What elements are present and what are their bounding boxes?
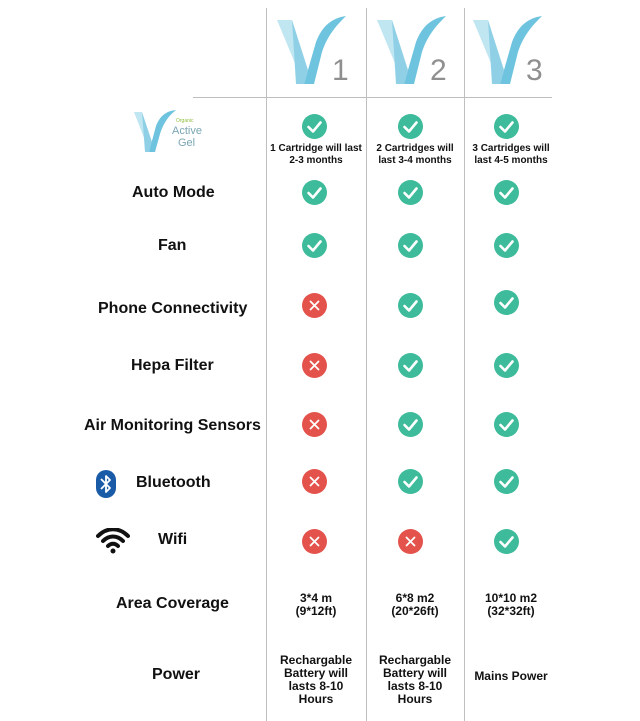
area-v3: [466, 592, 556, 618]
model-number: 3: [526, 54, 543, 87]
area-v2: [368, 592, 462, 618]
area-v1: [268, 592, 364, 618]
cross-icon: [302, 469, 327, 494]
column-divider: [266, 8, 267, 721]
area-v1-line2: (9*12ft): [295, 604, 337, 618]
check-icon: [494, 114, 519, 139]
check-icon: [398, 412, 423, 437]
check-icon: [494, 529, 519, 554]
active-gel-logo: [132, 108, 202, 156]
model-v3-logo: [468, 12, 558, 92]
check-icon: [302, 114, 327, 139]
row-label-phone-connectivity: Phone Connectivity: [98, 300, 248, 317]
cartridge-v3-text: 3 Cartridges will last 4-5 months: [472, 143, 550, 166]
row-label-hepa-filter: Hepa Filter: [131, 357, 214, 374]
brand-line2: Gel: [178, 137, 196, 149]
row-label-wifi: Wifi: [158, 531, 188, 548]
brand-small-text: Organic: [176, 118, 194, 124]
check-icon: [398, 233, 423, 258]
power-v2: Rechargable Battery will lasts 8-10 Hours: [378, 653, 452, 706]
area-v2-line2: (20*26ft): [391, 604, 439, 618]
check-icon: [398, 180, 423, 205]
check-icon: [398, 353, 423, 378]
cross-icon: [302, 412, 327, 437]
row-label-auto-mode: Auto Mode: [132, 184, 215, 201]
model-v2-logo: [372, 12, 462, 92]
check-icon: [398, 114, 423, 139]
header-divider: [193, 97, 552, 98]
row-label-power: Power: [152, 666, 201, 683]
row-label-bluetooth: Bluetooth: [136, 474, 211, 491]
cross-icon: [398, 529, 423, 554]
row-label-fan: Fan: [158, 237, 187, 254]
column-divider: [366, 8, 367, 721]
check-icon: [494, 412, 519, 437]
check-icon: [494, 469, 519, 494]
check-icon: [494, 353, 519, 378]
cross-icon: [302, 529, 327, 554]
check-icon: [494, 180, 519, 205]
power-v3: Mains Power: [474, 669, 548, 683]
model-number: 1: [332, 54, 349, 87]
column-divider: [464, 8, 465, 721]
cartridge-v2-text: 2 Cartridges will last 3-4 months: [376, 143, 454, 166]
model-v1-logo: [272, 12, 362, 92]
check-icon: [302, 180, 327, 205]
check-icon: [398, 469, 423, 494]
check-icon: [398, 293, 423, 318]
cross-icon: [302, 353, 327, 378]
area-v1-line1: 3*4 m: [299, 591, 333, 605]
brand-line1: Active: [172, 125, 202, 137]
check-icon: [494, 233, 519, 258]
check-icon: [494, 290, 519, 315]
cartridge-v1-text: 1 Cartridge will last 2-3 months: [270, 143, 362, 166]
area-v3-line1: 10*10 m2: [484, 591, 538, 605]
power-v1: Rechargable Battery will lasts 8-10 Hours: [279, 653, 353, 706]
model-number: 2: [430, 54, 447, 87]
area-v2-line1: 6*8 m2: [395, 591, 435, 605]
check-icon: [302, 233, 327, 258]
area-v3-line2: (32*32ft): [487, 604, 535, 618]
cross-icon: [302, 293, 327, 318]
row-label-area-coverage: Area Coverage: [116, 595, 229, 612]
row-label-air-monitoring: Air Monitoring Sensors: [84, 417, 261, 434]
bluetooth-icon: [96, 470, 116, 498]
wifi-icon: [96, 528, 130, 554]
